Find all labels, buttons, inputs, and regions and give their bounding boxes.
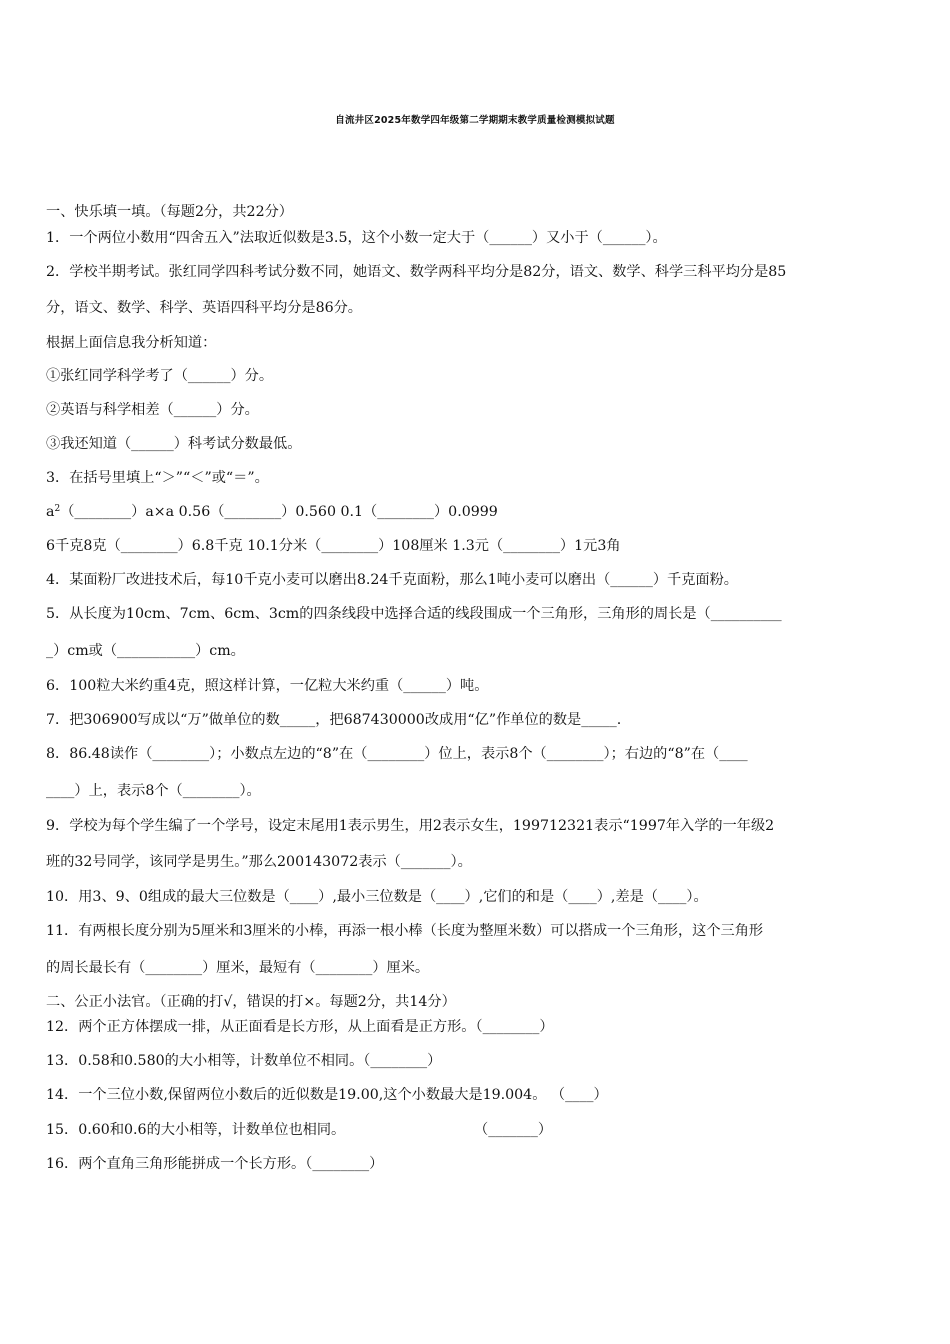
question-8-line-1: 8．86.48读作（________）；小数点左边的“8”在（________）位上，表示8个（________）；右边的“8”在（____ [46, 746, 748, 762]
question-1: 1．一个两位小数用“四舍五入”法取近似数是3.5，这个小数一定大于（______）又小于（______）。 [46, 230, 667, 246]
page-title: 自流井区2025年数学四年级第二学期期末教学质量检测模拟试题 [335, 115, 615, 126]
question-11-line-1: 11．有两根长度分别为5厘米和3厘米的小棒，再添一根小棒（长度为整厘米数）可以搭成一个三角形，这个三角形 [46, 923, 764, 939]
question-5-line-1: 5．从长度为10cm、7cm、6cm、3cm的四条线段中选择合适的线段围成一个三角形，三角形的周长是（__________ [46, 606, 782, 622]
question-4: 4．某面粉厂改进技术后，每10千克小麦可以磨出8.24千克面粉，那么1吨小麦可以磨出（______）千克面粉。 [46, 572, 738, 588]
question-5-line-2: _）cm或（___________）cm。 [46, 643, 245, 659]
question-2-line-1: 2．学校半期考试。张红同学四科考试分数不同，她语文、数学两科平均分是82分，语文、数学、科学三科平均分是85 [46, 264, 787, 280]
question-3: 3．在括号里填上“＞”“＜”或“＝”。 [46, 470, 269, 486]
question-2-line-2: 分，语文、数学、科学、英语四科平均分是86分。 [46, 300, 362, 316]
question-15: 15．0.60和0.6的大小相等，计数单位也相同。 [46, 1122, 346, 1138]
question-11-line-2: 的周长最长有（________）厘米，最短有（________）厘米。 [46, 960, 430, 976]
sub-question-1: ①张红同学科学考了（______）分。 [46, 368, 274, 384]
question-7: 7．把306900写成以“万”做单位的数_____，把687430000改成用“亿”作单位的数是_____. [46, 712, 622, 728]
a-exponent: 2 [54, 504, 61, 514]
question-14: 14．一个三位小数,保留两位小数后的近似数是19.00,这个小数最大是19.004。 （____） [46, 1087, 608, 1103]
question-13: 13．0.58和0.580的大小相等，计数单位不相同。（________） [46, 1053, 442, 1069]
question-9-line-2: 班的32号同学，该同学是男生。”那么200143072表示（_______）。 [46, 854, 472, 870]
a-base: a [46, 504, 55, 520]
question-3-row-2: 6千克8克（________）6.8千克 10.1分米（________）108厘米 1.3元（________）1元3角 [46, 538, 621, 554]
question-9-line-1: 9．学校为每个学生编了一个学号，设定末尾用1表示男生，用2表示女生，199712321表示“1997年入学的一年级2 [46, 818, 775, 834]
question-3-row-1 [46, 502, 498, 522]
question-8-line-2: ____）上，表示8个（________）。 [46, 783, 261, 799]
question-10: 10．用3、9、0组成的最大三位数是（____）,最小三位数是（____）,它们的和是（____）,差是（____）。 [46, 889, 708, 905]
section-2-heading: 二、公正小法官。（正确的打√，错误的打×。每题2分，共14分） [46, 994, 456, 1010]
sub-question-2: ②英语与科学相差（______）分。 [46, 402, 259, 418]
question-15-answer-blank: （_______） [474, 1122, 553, 1138]
question-3-row-1-text: （________）a×a 0.56（________）0.560 0.1（________）0.0999 [60, 504, 498, 520]
question-12: 12．两个正方体摆成一排，从正面看是长方形，从上面看是正方形。（________） [46, 1019, 554, 1035]
section-1-heading: 一、快乐填一填。（每题2分，共22分） [46, 204, 293, 220]
question-16: 16．两个直角三角形能拼成一个长方形。（________） [46, 1156, 384, 1172]
sub-question-3: ③我还知道（______）科考试分数最低。 [46, 436, 302, 452]
analysis-intro: 根据上面信息我分析知道： [46, 335, 217, 351]
question-6: 6．100粒大米约重4克，照这样计算，一亿粒大米约重（______）吨。 [46, 678, 489, 694]
